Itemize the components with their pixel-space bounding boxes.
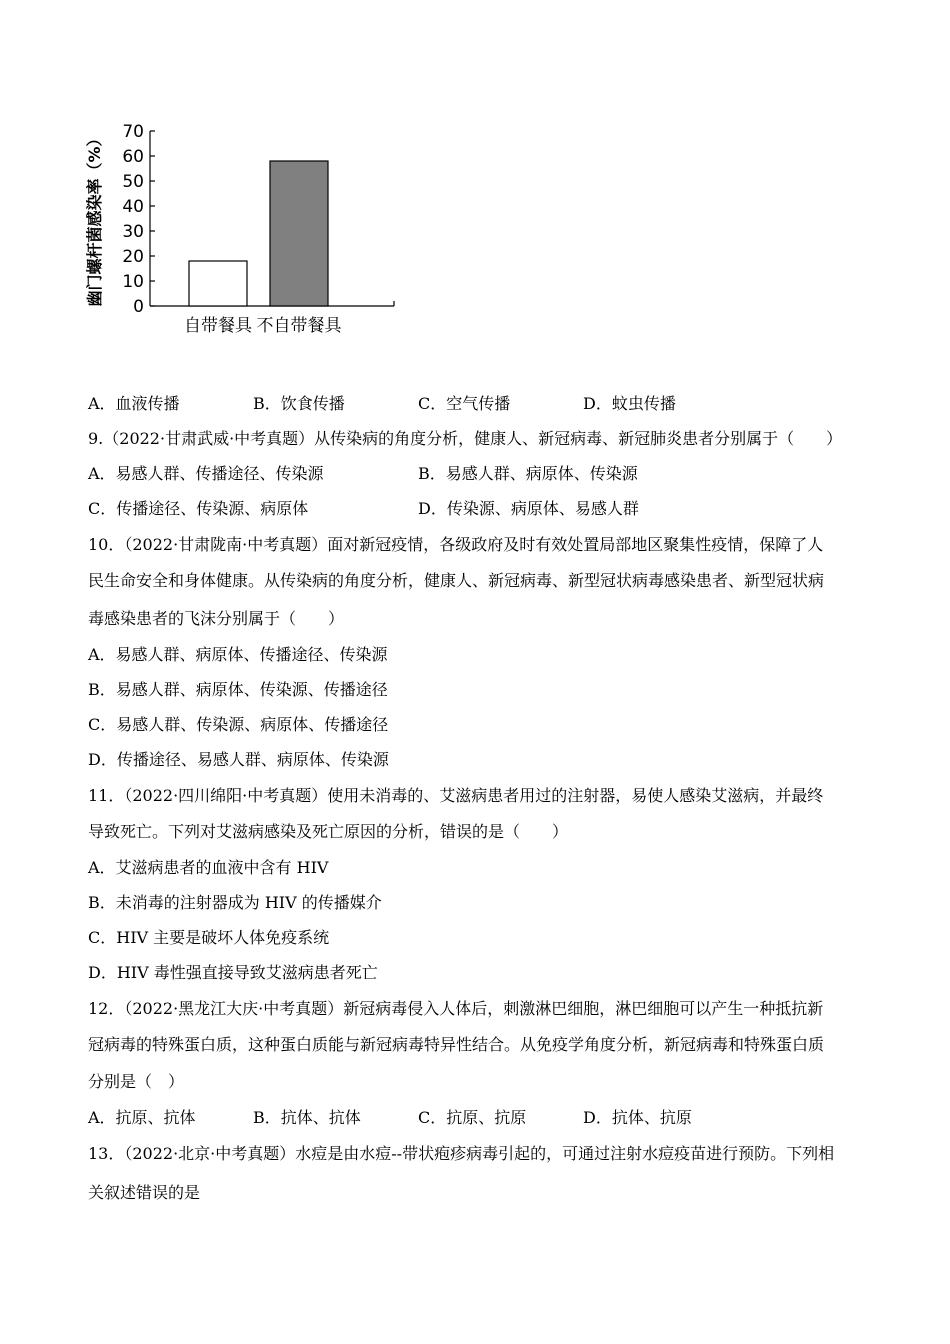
q12-stem-line-1: 12．（2022·黑龙江大庆·中考真题）新冠病毒侵入人体后，刺激淋巴细胞，淋巴细胞可以产生一种抵抗新 (88, 999, 824, 1018)
bar-2 (270, 161, 328, 306)
q12-option-d: D．抗体、抗原 (583, 1108, 692, 1127)
infection-rate-bar-chart (80, 110, 410, 350)
x-category-label: 不自带餐具 (256, 316, 342, 336)
q13-stem-line-2: 关叙述错误的是 (88, 1183, 201, 1202)
y-tick-label: 30 (122, 222, 144, 242)
q10-option-c: C．易感人群、传染源、病原体、传播途径 (88, 715, 389, 734)
q12-stem-line-2: 冠病毒的特殊蛋白质，这种蛋白质能与新冠病毒特异性结合。从免疫学角度分析，新冠病毒和特殊蛋白质 (88, 1035, 825, 1054)
q12-stem-line-3: 分别是（ ） (88, 1072, 185, 1091)
q9-option-b: B．易感人群、病原体、传染源 (418, 464, 638, 483)
q11-option-c: C．HIV 主要是破坏人体免疫系统 (88, 928, 330, 947)
y-tick-label: 10 (122, 272, 144, 292)
q9-stem: 9.（2022·甘肃武威·中考真题）从传染病的角度分析，健康人、新冠病毒、新冠肺炎患者分别属于（ ） (88, 429, 843, 448)
y-tick-label: 20 (122, 247, 144, 267)
y-tick-label: 0 (133, 297, 144, 317)
q11-stem-line-1: 11．（2022·四川绵阳·中考真题）使用未消毒的、艾滋病患者用过的注射器，易使人感染艾滋病，并最终 (88, 786, 824, 805)
q12-option-c: C．抗原、抗原 (418, 1108, 527, 1127)
q11-option-b: B．未消毒的注射器成为 HIV 的传播媒介 (88, 893, 382, 912)
x-category-label: 自带餐具 (184, 316, 252, 336)
q12-option-b: B．抗体、抗体 (253, 1108, 361, 1127)
q8-option-a: A．血液传播 (88, 394, 180, 413)
q10-stem-line-1: 10．（2022·甘肃陇南·中考真题）面对新冠疫情，各级政府及时有效处置局部地区聚集性疫情，保障了人 (88, 535, 824, 554)
q10-stem-line-2: 民生命安全和身体健康。从传染病的角度分析，健康人、新冠病毒、新型冠状病毒感染患者、新型冠状病 (88, 571, 825, 590)
y-tick-label: 40 (122, 197, 144, 217)
y-tick-label: 50 (122, 172, 144, 192)
q8-option-d: D．蚊虫传播 (583, 394, 676, 413)
q13-stem-line-1: 13．（2022·北京·中考真题）水痘是由水痘--带状疱疹病毒引起的，可通过注射水痘疫苗进行预防。下列相 (88, 1144, 835, 1163)
y-axis-label: 幽门螺杆菌感染率（%） (85, 130, 104, 307)
q8-option-b: B．饮食传播 (253, 394, 345, 413)
q11-option-a: A．艾滋病患者的血液中含有 HIV (88, 858, 329, 877)
q8-option-c: C．空气传播 (418, 394, 511, 413)
y-tick-label: 60 (122, 147, 144, 167)
q10-option-d: D．传播途径、易感人群、病原体、传染源 (88, 750, 389, 769)
q11-stem-line-2: 导致死亡。下列对艾滋病感染及死亡原因的分析，错误的是（ ） (88, 822, 569, 841)
q11-option-d: D．HIV 毒性强直接导致艾滋病患者死亡 (88, 963, 378, 982)
q12-option-a: A．抗原、抗体 (88, 1108, 196, 1127)
q9-option-d: D．传染源、病原体、易感人群 (418, 499, 639, 518)
q9-option-a: A．易感人群、传播途径、传染源 (88, 464, 324, 483)
q10-option-a: A．易感人群、病原体、传播途径、传染源 (88, 645, 388, 664)
y-tick-label: 70 (122, 122, 144, 142)
q10-option-b: B．易感人群、病原体、传染源、传播途径 (88, 680, 388, 699)
q10-stem-line-3: 毒感染患者的飞沫分别属于（ ） (88, 609, 345, 628)
q9-option-c: C．传播途径、传染源、病原体 (88, 499, 309, 518)
bar-1 (189, 261, 247, 306)
